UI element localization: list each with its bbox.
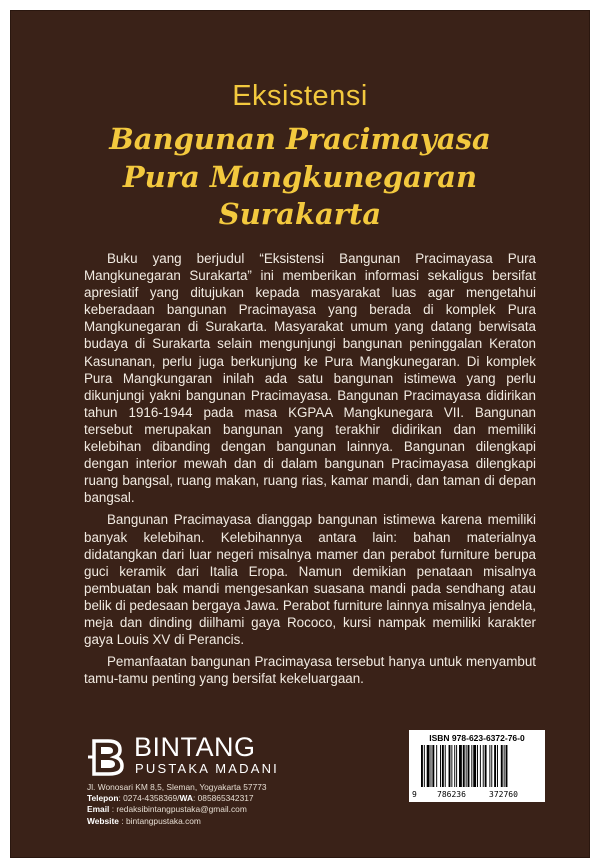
publisher-phone: [87, 793, 267, 804]
barcode-bar: [449, 745, 451, 787]
barcode-bar: [432, 745, 434, 787]
synopsis-paragraph-3: Pemanfaatan bangunan Pracimayasa tersebut hanya untuk menyambut tamu-tamu penting yang bersifat kekeluargaan.: [84, 654, 536, 687]
wa-value: : 085865342317: [193, 793, 254, 804]
isbn-barcode-box: [409, 730, 545, 802]
barcode-bar: [463, 745, 465, 787]
barcode-bar: [442, 745, 444, 787]
barcode-icon: [421, 745, 535, 787]
barcode-bar: [431, 745, 432, 787]
publisher-contact: [87, 782, 267, 827]
title-line-4: Surakarta: [218, 197, 382, 231]
barcode-bar: [501, 745, 503, 787]
barcode-bar: [436, 745, 437, 787]
barcode-bar: [424, 745, 425, 787]
barcode-bar: [427, 745, 430, 787]
email-value: : redaksibintangpustaka@gmail.com: [111, 804, 247, 815]
barcode-bar: [477, 745, 478, 787]
b-letter-logo-icon: [88, 737, 128, 777]
title-line-3: Pura Mangkunegaran: [122, 160, 478, 194]
barcode-bar: [451, 745, 452, 787]
barcode-bar: [506, 745, 508, 787]
barcode-bar: [494, 745, 496, 787]
publisher-email: [87, 804, 267, 815]
email-label: Email: [87, 804, 110, 815]
barcode-bar: [468, 745, 470, 787]
barcode-digits-left: 786236: [437, 790, 466, 799]
synopsis-paragraph-1: Buku yang berjudul “Eksistensi Bangunan Pracimayasa Pura Mangkunegaran Surakarta” ini memberikan informasi sekaligus bersifat apresiatif yang ditujukan kepada masyarakat luas agar mengetahui keberadaan bangunan Pracimayasa yang berada di komplek Pura Mangkunegaran di Surakarta. Masyarakat umum yang datang berwisata budaya di Surakarta selain mengunjungi bangunan peninggalan Keraton Kasunanan, perlu juga berkunjung ke Pura Mangkunegaran. Di komplek Pura Mangkungaran inilah ada satu bangunan istimewa yang perlu dikunjungi yakni bangunan Pracimayasa. Bangunan Pracimayasa didirikan tahun 1916-1944 pada masa KGPAA Mangkunegara VII. Bangunan tersebut merupakan bangunan yang terakhir didirikan dan memiliki kelebihan dibanding dengan bangunan lainnya. Bangunan dilengkapi dengan interior mewah dan di dalam bangunan Pracimayasa dilengkapi ruang bangsal, ruang makan, ruang rias, kamar mandi, dan taman di depan bangsal.: [84, 251, 536, 506]
barcode-bar: [421, 745, 423, 787]
barcode-bar: [485, 745, 487, 787]
publisher-subname: PUSTAKA MADANI: [135, 761, 279, 776]
barcode-bar: [440, 745, 441, 787]
barcode-bar: [459, 745, 462, 787]
website-value: : bintangpustaka.com: [121, 815, 201, 826]
barcode-digit-first: 9: [412, 790, 417, 799]
barcode-bar: [466, 745, 467, 787]
barcode-bar: [480, 745, 481, 787]
book-back-cover: [10, 10, 590, 858]
phone-label: Telepon: [87, 793, 119, 804]
barcode-bar: [483, 745, 484, 787]
barcode-bar: [473, 745, 476, 787]
phone-value: : 0274-4358369/: [118, 793, 180, 804]
isbn-label: ISBN 978-623-6372-76-0: [429, 733, 525, 743]
barcode-digits-right: 372760: [489, 790, 518, 799]
synopsis: [84, 250, 536, 687]
barcode-bar: [489, 745, 490, 787]
synopsis-paragraph-2: Bangunan Pracimayasa dianggap bangunan istimewa karena memiliki banyak kelebihan. Kelebihannya antara lain: bahan materialnya didatangkan dari luar negeri misalnya mamer dan perabot furniture berupa guci keramik dari Italia Eropa. Namun demikian penataan misalnya pembuatan bak mandi mengesankan suasana mandi pada sendhang atau belik di pedesaan bergaya Jawa. Perabot furniture lainnya misalnya jendela, meja dan dinding diilhami gaya Rococo, kursi nampak memiliki karakter gaya Louis XV di Perancis.: [84, 512, 536, 648]
publisher-address: Jl. Wonosari KM 8,5, Sleman, Yogyakarta 57773: [87, 782, 267, 792]
wa-label: WA: [179, 793, 193, 804]
publisher-name: BINTANG: [134, 732, 256, 762]
website-label: Website: [87, 815, 119, 826]
barcode-bar: [471, 745, 472, 787]
title-line-2: Bangunan Pracimayasa: [109, 122, 491, 156]
barcode-bar: [504, 745, 505, 787]
barcode-bar: [445, 745, 446, 787]
barcode-bar: [497, 745, 498, 787]
title-line-1: Eksistensi: [232, 80, 368, 112]
barcode-bar: [456, 745, 457, 787]
barcode-bar: [491, 745, 492, 787]
publisher-website: [87, 816, 267, 827]
barcode-bar: [454, 745, 455, 787]
